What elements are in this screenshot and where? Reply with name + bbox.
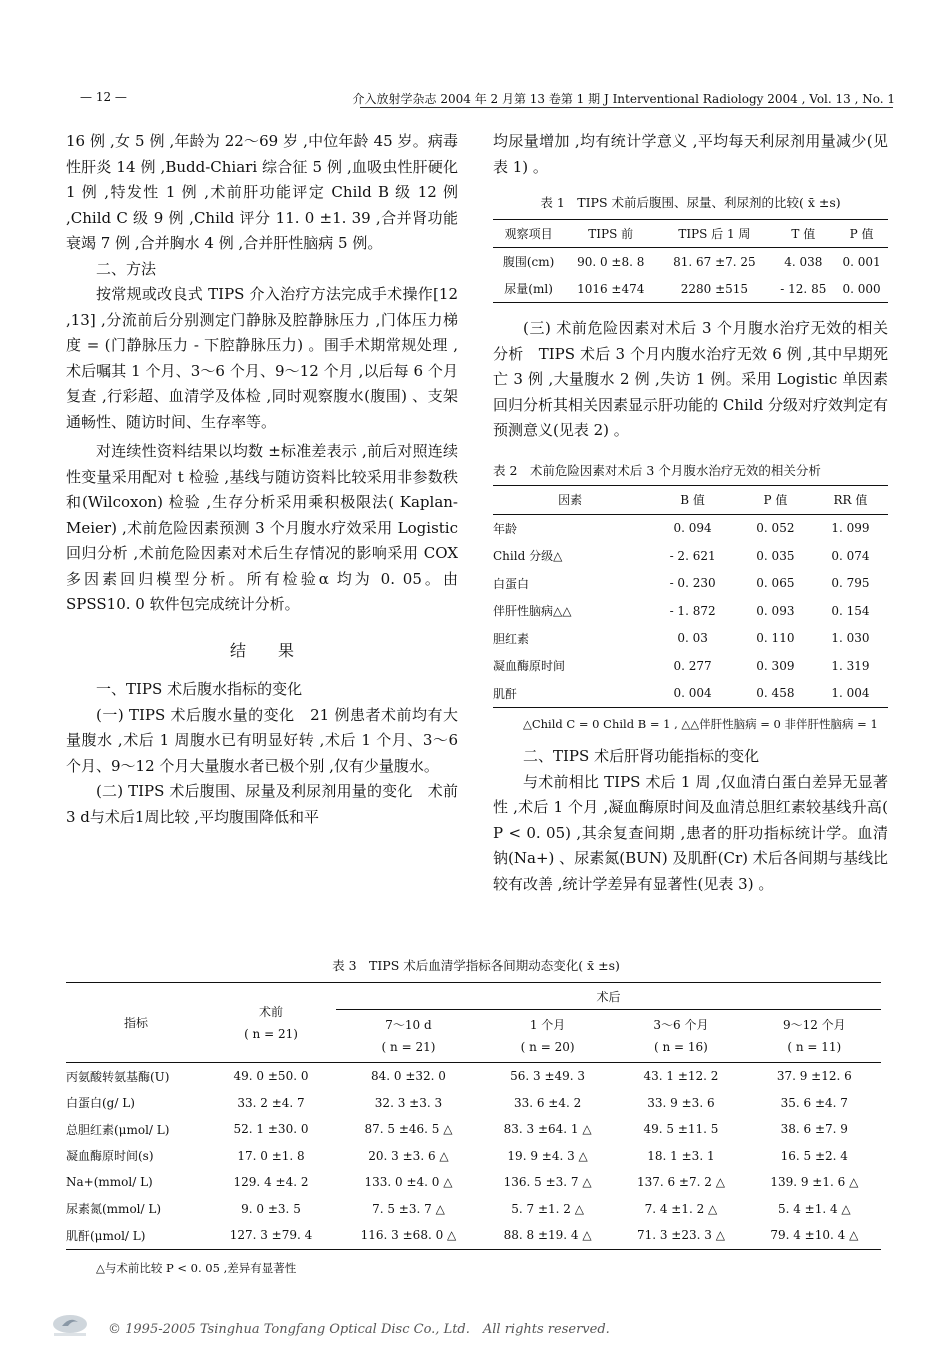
table-2-caption: 表 2 术前危险因素对术后 3 个月腹水治疗无效的相关分析 <box>493 463 821 478</box>
cell: 0. 277 <box>673 658 712 673</box>
cell: Na+(mmol/ L) <box>66 1175 153 1190</box>
cell: 伴肝性脑病△△ <box>493 604 572 619</box>
cell: 腹围(cm) <box>502 255 555 269</box>
period-header <box>481 1010 614 1063</box>
cell: 71. 3 ±23. 3 △ <box>614 1222 747 1249</box>
column-header: 指标 <box>66 983 206 1063</box>
left-column <box>66 129 458 830</box>
cell: 1. 319 <box>831 658 870 673</box>
cell: 0. 795 <box>831 576 870 591</box>
table-row <box>66 1169 881 1196</box>
right-column <box>493 129 888 180</box>
cell: 90. 0 ±8. 8 <box>577 254 645 269</box>
table-3-caption: 表 3 TIPS 术后血清学指标各间期动态变化( x̄ ±s) <box>332 958 620 973</box>
cell: 1. 099 <box>831 521 870 536</box>
cell: 38. 6 ±7. 9 <box>780 1122 848 1137</box>
cell: 2280 ±515 <box>657 275 771 303</box>
paragraph: 对连续性资料结果以均数 ±标准差表示 ,前后对照连续性变量采用配对 t 检验 ,基线与随访资料比较采用非参数秩和(Wilcoxon) 检验 ,生存分析采用乘积极限法( Kaplan-Meier) ,术前危险因素预测 3 个月腹水疗效采用 Logistic 回归分析 ,术前危险因素对术后生存情况的影响采用 COX 多因素回归模型分析。所有检验α 均为 0. 05。由 SPSS10. 0 软件包完成统计分析。 <box>66 442 458 613</box>
cell: 129. 4 ±4. 2 <box>233 1175 309 1190</box>
copyright-footer: © 1995-2005 Tsinghua Tongfang Optical Disc Co., Ltd. All rights reserved. <box>108 1322 610 1337</box>
table-2 <box>493 461 888 732</box>
cell: 81. 67 ±7. 25 <box>673 254 756 269</box>
column-header: TIPS 前 <box>564 220 657 248</box>
cell: 5. 7 ±1. 2 △ <box>511 1201 584 1216</box>
publisher-logo-icon <box>50 1312 90 1338</box>
cell: 18. 1 ±3. 1 <box>647 1148 715 1163</box>
column-header: RR 值 <box>813 486 888 515</box>
table-row <box>493 625 888 653</box>
period-label: 9～12 个月 <box>782 1018 846 1032</box>
cell: 16. 5 ±2. 4 <box>780 1148 848 1163</box>
cell: 139. 9 ±1. 6 △ <box>770 1175 859 1190</box>
cell: 84. 0 ±32. 0 <box>370 1069 446 1084</box>
period-n: ( n = 16) <box>654 1040 708 1054</box>
cell: 9. 0 ±3. 5 <box>241 1201 301 1216</box>
paragraph: 均尿量增加 ,均有统计学意义 ,平均每天利尿剂用量减少(见表 1) 。 <box>493 132 888 176</box>
subsection-heading: 一、TIPS 术后腹水指标的变化 <box>96 680 303 698</box>
cell: 白蛋白 <box>493 576 530 591</box>
cell: 1. 004 <box>813 680 888 708</box>
cell: 116. 3 ±68. 0 △ <box>336 1222 481 1249</box>
cell: 0. 052 <box>756 521 795 536</box>
cell: 尿素氮(mmol/ L) <box>66 1202 162 1217</box>
column-header: P 值 <box>738 486 813 515</box>
cell: 5. 4 ±1. 4 △ <box>777 1201 851 1216</box>
cell: 白蛋白(g/ L) <box>66 1096 135 1111</box>
table-header-row <box>66 983 881 1010</box>
cell: 0. 000 <box>835 275 888 303</box>
table-row <box>493 652 888 680</box>
cell: 133. 0 ±4. 0 △ <box>364 1175 453 1190</box>
table-header-row <box>493 220 888 248</box>
cell: 0. 004 <box>647 680 738 708</box>
header-pre-n: ( n = 21) <box>244 1026 298 1041</box>
cell: 19. 9 ±4. 3 △ <box>507 1148 588 1163</box>
table-row <box>66 1143 881 1170</box>
cell: 0. 065 <box>756 576 795 591</box>
cell: 总胆红素(μmol/ L) <box>66 1122 170 1137</box>
cell: 49. 0 ±50. 0 <box>233 1069 309 1084</box>
cell: 胆红素 <box>493 631 530 646</box>
column-header: TIPS 后 1 周 <box>657 220 771 248</box>
cell: Child 分级△ <box>493 549 563 564</box>
cell: 尿量(ml) <box>493 275 564 303</box>
cell: - 2. 621 <box>669 548 716 563</box>
cell: 0. 03 <box>677 631 708 646</box>
table-3-note: △与术前比较 P < 0. 05 ,差异有显著性 <box>96 1260 297 1275</box>
table-row <box>493 514 888 542</box>
cell: 37. 9 ±12. 6 <box>776 1069 852 1084</box>
cell: - 0. 230 <box>669 576 716 591</box>
cell: 35. 6 ±4. 7 <box>780 1095 848 1110</box>
cell: 0. 110 <box>756 631 795 646</box>
table-2-note: △Child C = 0 Child B = 1 , △△伴肝性脑病 = 0 非伴肝性脑病 = 1 <box>523 717 878 731</box>
column-header: P 值 <box>835 220 888 248</box>
table-row <box>493 542 888 570</box>
table-row <box>66 1196 881 1223</box>
cell: 49. 5 ±11. 5 <box>643 1122 719 1137</box>
table-row <box>493 597 888 625</box>
paragraph: 按常规或改良式 TIPS 介入治疗方法完成手术操作[12 ,13] ,分流前后分别测定门静脉及腔静脉压力 ,门体压力梯度 = (门静脉压力 - 下腔静脉压力) 。围手术期常规处理 ,术后嘱其 1 个月、3～6 个月、9～12 个月 ,以后每 6 个月复查 ,行彩超、血清学及体检 ,同时观察腹水(腹围) 、支架通畅性、随访时间、生存率等。 <box>66 285 458 431</box>
cell: 32. 3 ±3. 3 <box>374 1095 443 1110</box>
cell: 0. 154 <box>831 603 870 618</box>
paragraph: 与术前相比 TIPS 术后 1 周 ,仅血清白蛋白差异无显著性 ,术后 1 个月 ,凝血酶原时间及血清总胆红素较基线升高( P < 0. 05) ,其余复查间期 ,患者的肝功指标统计学。血清钠(Na+) 、尿素氮(BUN) 及肌酐(Cr) 术后各间期与基线比较有改善 ,统计学差异有显著性(见表 3) 。 <box>493 772 888 893</box>
cell: - 1. 872 <box>669 603 716 618</box>
cell: 1016 ±474 <box>564 275 657 303</box>
column-header: T 值 <box>771 220 835 248</box>
cell: 33. 6 ±4. 2 <box>513 1095 582 1110</box>
journal-title: 介入放射学杂志 2004 年 2 月第 13 卷第 1 期 J Interventional Radiology 2004 , Vol. 13 , No. 1 <box>352 92 895 106</box>
cell: 7. 5 ±3. 7 △ <box>372 1201 445 1216</box>
paragraph: 16 例 ,女 5 例 ,年龄为 22～69 岁 ,中位年龄 45 岁。病毒性肝炎 14 例 ,Budd-Chiari 综合征 5 例 ,血吸虫性肝硬化 1 例 ,特发性 1 例 ,术前肝功能评定 Child B 级 12 例 ,Child C 级 9 例 ,Child 评分 11. 0 ±1. 39 ,合并肾功能衰竭 7 例 ,合并胸水 4 例 ,合并肝性脑病 5 例。 <box>66 132 458 252</box>
paragraph: (三) 术前危险因素对术后 3 个月腹水治疗无效的相关分析 TIPS 术后 3 个月内腹水治疗无效 6 例 ,其中早期死亡 3 例 ,大量腹水 2 例 ,失访 1 例。采用 Logistic 单因素回归分析其相关因素显示肝功能的 Child 分级对疗效判定有预测意义(见表 2) 。 <box>493 319 888 439</box>
cell: 7. 4 ±1. 2 △ <box>644 1201 718 1216</box>
cell: 88. 8 ±19. 4 △ <box>481 1222 614 1249</box>
cell: 0. 001 <box>842 254 881 269</box>
table-row <box>66 1063 881 1090</box>
paragraph: (一) TIPS 术后腹水量的变化 21 例患者术前均有大量腹水 ,术后 1 周腹水已有明显好转 ,术后 1 个月、3～6 个月、9～12 个月大量腹水者已极个别 ,仅有少量腹水。 <box>66 705 458 775</box>
page-header <box>80 86 895 108</box>
cell: 127. 3 ±79. 4 <box>206 1222 336 1249</box>
cell: 43. 1 ±12. 2 <box>643 1069 719 1084</box>
cell: 0. 094 <box>673 521 712 536</box>
cell: 0. 035 <box>756 548 795 563</box>
table-3 <box>66 956 886 1276</box>
page-number: — 12 — <box>80 90 127 104</box>
column-header: 因素 <box>493 486 647 515</box>
cell: 凝血酶原时间 <box>493 659 566 674</box>
period-label: 1 个月 <box>529 1018 566 1032</box>
table-row <box>66 1116 881 1143</box>
cell: 0. 093 <box>756 603 795 618</box>
cell: 肌酐(μmol/ L) <box>66 1222 206 1249</box>
section-heading-method: 二、方法 <box>96 259 157 278</box>
cell: 丙氨酸转氨基酶(U) <box>66 1069 170 1084</box>
table-row <box>66 1222 881 1249</box>
table-row <box>66 1090 881 1117</box>
period-header <box>748 1010 881 1063</box>
column-header-pre <box>206 983 336 1063</box>
header-pre-label: 术前 <box>258 1004 283 1019</box>
column-header: 观察项目 <box>493 220 564 248</box>
period-label: 7～10 d <box>385 1018 432 1032</box>
cell: 56. 3 ±49. 3 <box>510 1069 586 1084</box>
cell: 33. 2 ±4. 7 <box>237 1095 305 1110</box>
table-row <box>493 680 888 708</box>
period-n: ( n = 21) <box>381 1040 436 1054</box>
column-header-post: 术后 <box>336 983 881 1010</box>
table-1-caption: 表 1 TIPS 术前后腹围、尿量、利尿剂的比较( x̄ ±s) <box>540 195 841 210</box>
cell: 20. 3 ±3. 6 △ <box>368 1148 449 1163</box>
table-header-row <box>493 486 888 515</box>
section-heading-results: 结 果 <box>229 640 294 660</box>
cell: 年龄 <box>493 521 518 536</box>
right-column-mid <box>493 316 888 444</box>
period-header <box>614 1010 747 1063</box>
right-column-bottom <box>493 744 888 897</box>
period-n: ( n = 20) <box>520 1040 575 1054</box>
cell: 4. 038 <box>784 254 823 269</box>
header-rule <box>360 107 893 108</box>
cell: 0. 309 <box>756 658 795 673</box>
cell: 0. 074 <box>831 548 870 563</box>
cell: 17. 0 ±1. 8 <box>237 1148 305 1163</box>
cell: - 12. 85 <box>771 275 835 303</box>
cell: 凝血酶原时间(s) <box>66 1149 154 1164</box>
column-header: B 值 <box>647 486 738 515</box>
cell: 肌酐 <box>493 680 647 708</box>
paragraph: (二) TIPS 术后腹围、尿量及利尿剂用量的变化 术前3 d与术后1周比较 ,平均腹围降低和平 <box>66 782 458 826</box>
cell: 0. 458 <box>738 680 813 708</box>
cell: 52. 1 ±30. 0 <box>233 1122 309 1137</box>
cell: 83. 3 ±64. 1 △ <box>503 1122 592 1137</box>
subsection-heading: 二、TIPS 术后肝肾功能指标的变化 <box>523 747 760 765</box>
cell: 33. 9 ±3. 6 <box>647 1095 715 1110</box>
cell: 79. 4 ±10. 4 △ <box>748 1222 881 1249</box>
table-1 <box>493 193 888 303</box>
period-label: 3～6 个月 <box>653 1018 709 1032</box>
cell: 1. 030 <box>831 631 870 646</box>
table-row <box>493 570 888 598</box>
cell: 136. 5 ±3. 7 △ <box>503 1175 592 1190</box>
period-header <box>336 1010 481 1063</box>
period-n: ( n = 11) <box>787 1040 842 1054</box>
table-row <box>493 248 888 276</box>
table-row <box>493 275 888 303</box>
cell: 87. 5 ±46. 5 △ <box>364 1122 453 1137</box>
cell: 137. 6 ±7. 2 △ <box>636 1175 725 1190</box>
